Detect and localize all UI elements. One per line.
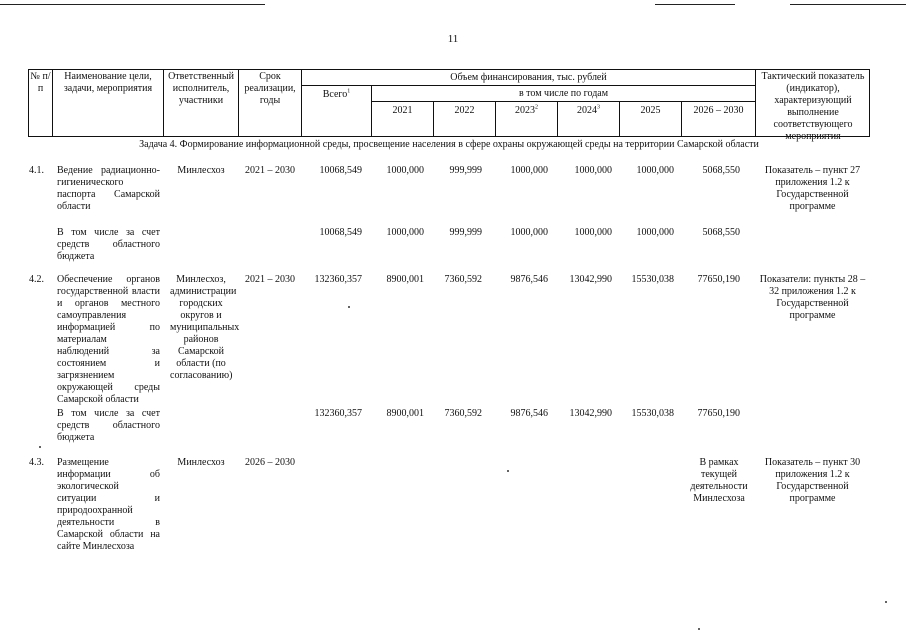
row-num: 4.2. xyxy=(29,274,44,285)
sub-row-2023: 1000,000 xyxy=(510,227,548,238)
header-term: Срок реализации, годы xyxy=(244,71,296,106)
sub-row-2022: 7360,592 xyxy=(444,408,482,419)
row-term: 2026 – 2030 xyxy=(245,457,295,468)
sub-row-2022: 999,999 xyxy=(449,227,482,238)
row-2025: 15530,038 xyxy=(631,274,674,285)
header-name: Наименование цели, задачи, мероприятия xyxy=(63,71,153,94)
row-2022: 999,999 xyxy=(449,165,482,176)
table-border-top xyxy=(28,69,870,70)
row-responsible: Минлесхоз, администрации городских округов и муниципальных районов Самарской области (по согласованию) xyxy=(170,274,240,381)
sub-row-name: В том числе за счет средств областного бюджета xyxy=(57,408,160,443)
sub-row-2025: 15530,038 xyxy=(631,408,674,419)
row-num: 4.1. xyxy=(29,165,44,176)
row-indicator: Показатель – пункт 30 приложения 1.2 к Государственной программе xyxy=(764,457,861,504)
header-year: 2025 xyxy=(640,105,661,116)
sub-row-total: 132360,357 xyxy=(314,408,362,419)
row-total: 10068,549 xyxy=(319,165,362,176)
scan-speck xyxy=(507,470,509,472)
row-responsible: Минлесхоз xyxy=(177,457,225,468)
row-indicator: Показатель – пункт 27 приложения 1.2 к Государственной программе xyxy=(764,165,861,212)
row-2026-2030: 77650,190 xyxy=(697,274,740,285)
row-2025: 1000,000 xyxy=(636,165,674,176)
row-term: 2021 – 2030 xyxy=(245,165,295,176)
table-line xyxy=(755,69,756,137)
row-2026-2030: 5068,550 xyxy=(702,165,740,176)
sub-row-name: В том числе за счет средств областного бюджета xyxy=(57,227,160,262)
row-2021: 8900,001 xyxy=(386,274,424,285)
header-year: 2021 xyxy=(392,105,413,116)
sub-row-2026-2030: 5068,550 xyxy=(702,227,740,238)
row-term: 2021 – 2030 xyxy=(245,274,295,285)
row-total: 132360,357 xyxy=(314,274,362,285)
sub-row-2024: 1000,000 xyxy=(574,227,612,238)
sub-row-2026-2030: 77650,190 xyxy=(697,408,740,419)
scan-speck xyxy=(885,601,887,603)
scan-speck xyxy=(698,628,700,630)
row-2023: 1000,000 xyxy=(510,165,548,176)
sub-row-2025: 1000,000 xyxy=(636,227,674,238)
scan-edge-line xyxy=(790,4,906,5)
row-num: 4.3. xyxy=(29,457,44,468)
row-2024: 1000,000 xyxy=(574,165,612,176)
header-indicator: Тактический показатель (индикатор), характеризующий выполнение соответствующего мероприятия xyxy=(761,71,865,142)
table-border-bottom xyxy=(28,136,870,137)
page-number: 11 xyxy=(447,33,459,45)
sub-row-2021: 8900,001 xyxy=(386,408,424,419)
scan-edge-line xyxy=(655,4,735,5)
scan-edge-line xyxy=(0,4,265,5)
row-2024: 13042,990 xyxy=(569,274,612,285)
row-name: Размещение информации об экологической ситуации и природоохранной деятельности в Самарской области на сайте Минлесхоза xyxy=(57,457,160,552)
row-indicator: Показатели: пункты 28 – 32 приложения 1.2 к Государственной программе xyxy=(759,274,866,321)
header-year: 2024$^3$ xyxy=(577,104,600,116)
row-2021: 1000,000 xyxy=(386,165,424,176)
header-year: 2022 xyxy=(454,105,475,116)
scan-speck xyxy=(348,306,350,308)
row-2023: 9876,546 xyxy=(510,274,548,285)
header-year: 2026 – 2030 xyxy=(693,105,744,116)
task-title: Задача 4. Формирование информационной среды, просвещение населения в сфере охраны окружающей среды на территории Самарской области xyxy=(139,139,759,150)
row-name: Обеспечение органов государственной власти и органов местного самоуправления информацией по материалам наблюдений за состоянием и загрязнением окружающей среды Самарской области xyxy=(57,274,160,405)
header-by-year: в том числе по годам xyxy=(518,88,609,99)
header-total: Всего$^1$ xyxy=(322,88,351,100)
row-responsible: Минлесхоз xyxy=(177,165,225,176)
table-line xyxy=(238,69,239,137)
sub-row-2021: 1000,000 xyxy=(386,227,424,238)
table-line xyxy=(301,85,756,86)
header-num: № п/п xyxy=(30,71,51,94)
table-border-right xyxy=(869,69,870,137)
table-line xyxy=(52,69,53,137)
sub-row-2024: 13042,990 xyxy=(569,408,612,419)
row-name: Ведение радиационно-гигиенического паспорта Самарской области xyxy=(57,165,160,212)
row-2026-2030: В рамках текущей деятельности Минлесхоза xyxy=(690,457,748,504)
sub-row-2023: 9876,546 xyxy=(510,408,548,419)
header-financing: Объем финансирования, тыс. рублей xyxy=(450,72,607,83)
scan-speck xyxy=(39,446,41,448)
header-responsible: Ответственный исполнитель, участники xyxy=(168,71,234,106)
table-line xyxy=(371,101,756,102)
row-2022: 7360,592 xyxy=(444,274,482,285)
sub-row-total: 10068,549 xyxy=(319,227,362,238)
header-year: 2023$^2$ xyxy=(515,104,538,116)
